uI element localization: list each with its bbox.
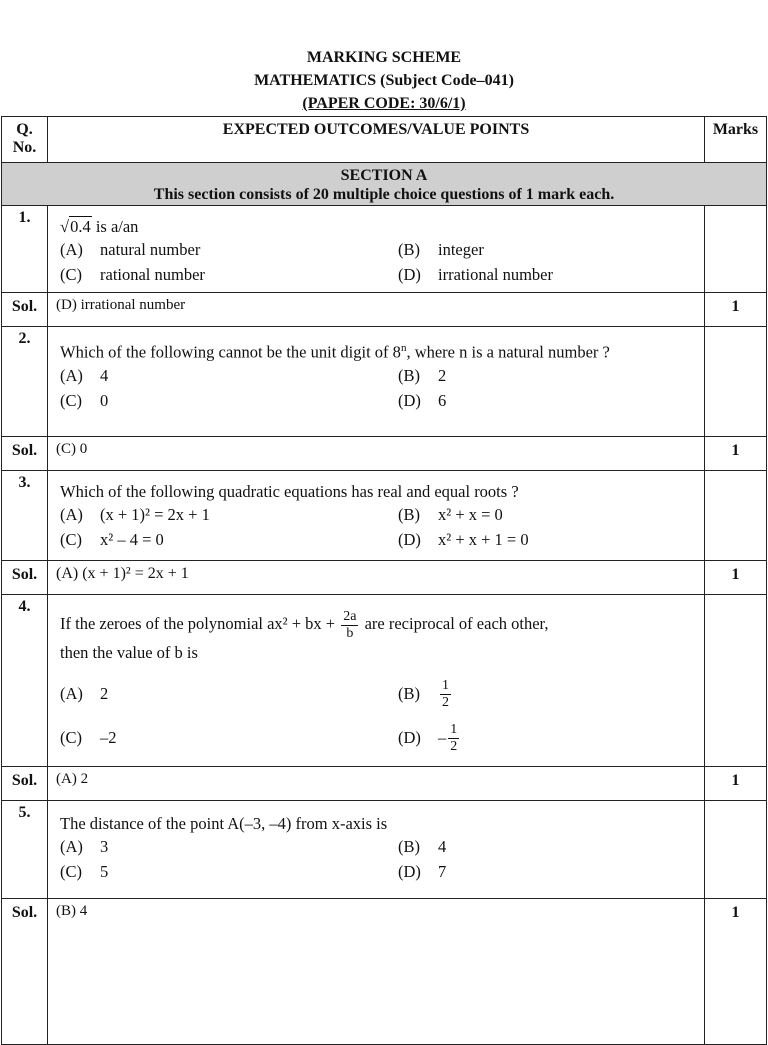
solution-marks: 1 [705,561,767,595]
solution-label: Sol. [2,899,48,1045]
option-c: (C) 0 [60,390,109,410]
option-b: (B) 4 [398,837,447,856]
options [60,364,692,412]
solution-marks: 1 [705,437,767,471]
solution-marks: 1 [705,767,767,801]
option-c: (C) 5 [60,862,109,881]
question-body [48,327,705,437]
options [60,672,692,760]
option-a: (A) 3 [60,837,109,856]
question-text: If the zeroes of the polynomial ax² + bx + $\frac{2a}{b}$ are reciprocal of each other, [60,608,549,641]
solution-label: Sol. [2,293,48,327]
option-d: (D) 7 [398,862,447,881]
option-c: (C) –2 [60,727,117,747]
question-row [2,801,767,899]
doc-paper-code: (PAPER CODE: 30/6/1) [302,95,466,112]
option-c: (C) x² – 4 = 0 [60,530,164,549]
option-b: (B) 2 [398,365,447,385]
solution-marks: 1 [705,899,767,1045]
question-text-line2: then the value of b is [60,642,198,662]
section-a-row [2,163,767,206]
question-text: The distance of the point A(–3, –4) from x-axis is [60,814,388,833]
marking-scheme-table [1,116,767,1045]
solution-text: (A) (x + 1)² = 2x + 1 [48,561,705,595]
table-header-row [2,117,767,163]
question-body [48,801,705,899]
solution-text: (A) 2 [48,767,705,801]
fraction: $\frac{1}{2}$ [442,678,449,711]
fraction: $\frac{2a}{b}$ [343,608,357,641]
question-body [48,595,705,767]
question-body [48,471,705,561]
option-d: (D) x² + x + 1 = 0 [398,530,529,549]
question-row [2,206,767,293]
section-title: SECTION A [340,167,428,184]
question-text: √0.4 is a/an [60,217,139,236]
marks-header: Marks [705,117,767,163]
solution-row [2,293,767,327]
solution-label: Sol. [2,767,48,801]
option-b: (B) integer [398,240,484,259]
document-header [0,46,768,115]
solution-row [2,899,767,1045]
fraction: $\frac{1}{2}$ [450,722,458,755]
question-body [48,206,705,293]
question-number: 5. [2,801,48,899]
option-d: (D) 6 [398,390,447,410]
option-a: (A) natural number [60,240,201,259]
option-b: (B) $\frac{1}{2}$ [398,678,449,711]
option-b: (B) x² + x = 0 [398,505,503,524]
doc-title: MARKING SCHEME [306,49,462,66]
section-subtitle: This section consists of 20 multiple choice questions of 1 mark each. [153,186,615,203]
solution-text: (B) 4 [48,899,705,1045]
options [60,835,692,883]
question-text: Which of the following cannot be the unit digit of 8$^n$, where n is a natural number ? [60,342,610,362]
options [60,238,692,286]
question-number: 1. [2,206,48,293]
question-row [2,327,767,437]
qno-header: Q. No. [2,117,48,163]
question-row [2,595,767,767]
option-a: (A) 4 [60,365,109,385]
doc-subject: MATHEMATICS (Subject Code–041) [254,72,514,89]
option-d: (D) irrational number [398,265,554,284]
options [60,503,692,551]
solution-row [2,767,767,801]
solution-text: (D) irrational number [48,293,705,327]
question-number: 3. [2,471,48,561]
solution-row [2,561,767,595]
option-a: (A) 2 [60,683,109,703]
solution-label: Sol. [2,561,48,595]
outcomes-header: EXPECTED OUTCOMES/VALUE POINTS [48,117,705,163]
option-c: (C) rational number [60,265,205,284]
option-d: (D) – $\frac{1}{2}$ [398,722,458,755]
solution-label: Sol. [2,437,48,471]
question-number: 4. [2,595,48,767]
solution-row [2,437,767,471]
option-a: (A) (x + 1)² = 2x + 1 [60,505,210,524]
solution-marks: 1 [705,293,767,327]
question-row [2,471,767,561]
question-number: 2. [2,327,48,437]
question-text: Which of the following quadratic equations has real and equal roots ? [60,482,519,501]
solution-text: (C) 0 [48,437,705,471]
